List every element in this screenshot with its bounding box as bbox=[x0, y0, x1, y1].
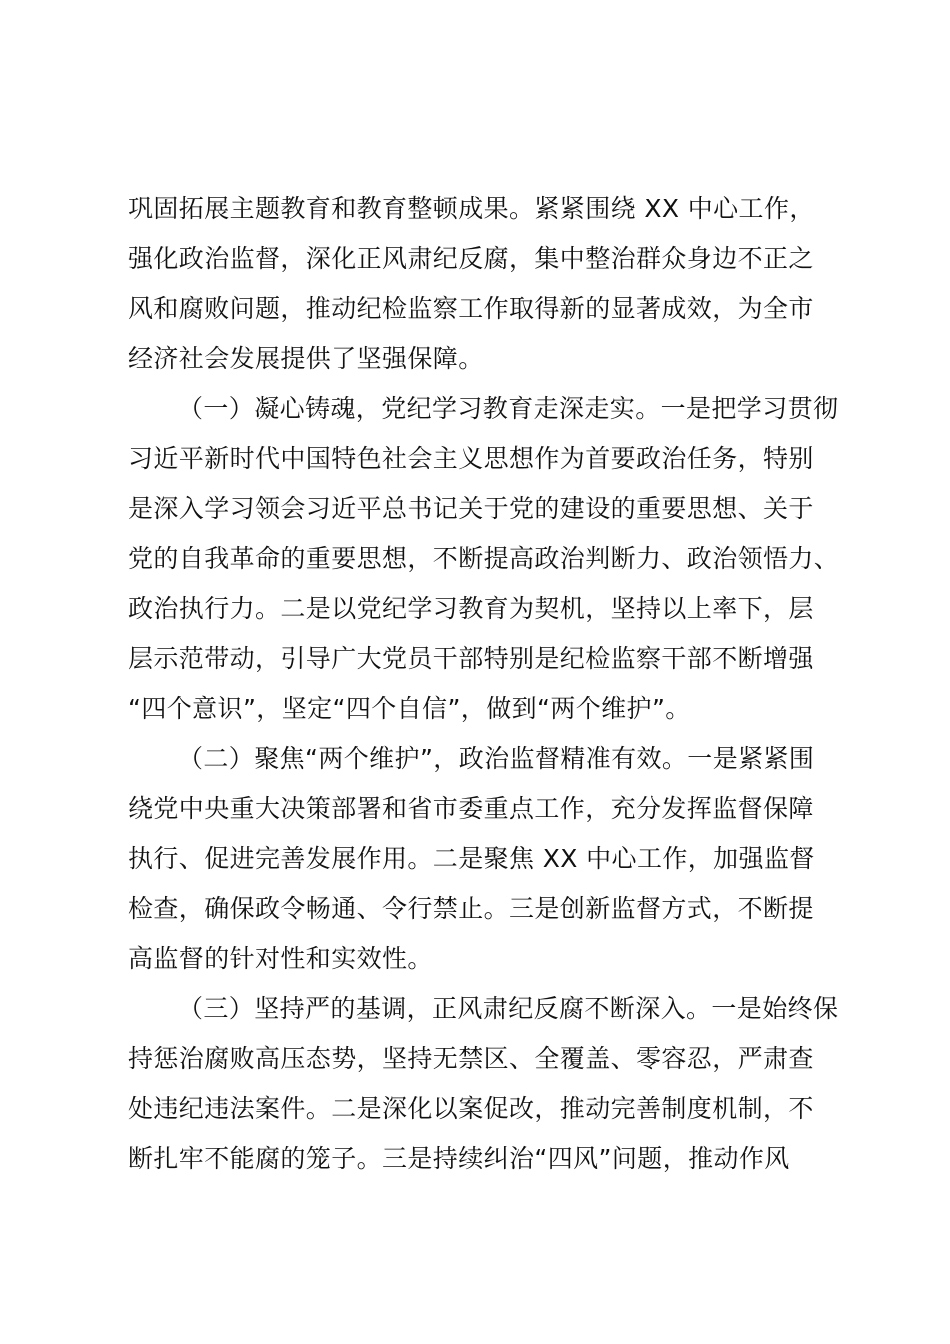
paragraph-line: 高监督的针对性和实效性。 bbox=[128, 944, 433, 973]
document-body bbox=[128, 184, 848, 1184]
paragraph-line: 政治执行力。二是以党纪学习教育为契机，坚持以上率下，层 bbox=[128, 594, 814, 623]
paragraph-line: 党的自我革命的重要思想，不断提高政治判断力、政治领悟力、 bbox=[128, 544, 840, 573]
paragraph-line: 层示范带动，引导广大党员干部特别是纪检监察干部不断增强 bbox=[128, 644, 814, 673]
paragraph-line: 经济社会发展提供了坚强保障。 bbox=[128, 344, 484, 373]
paragraph-line: 检查，确保政令畅通、令行禁止。三是创新监督方式，不断提 bbox=[128, 894, 814, 923]
paragraph-line: 习近平新时代中国特色社会主义思想作为首要政治任务，特别 bbox=[128, 444, 814, 473]
paragraph-line: “四个意识”，坚定“四个自信”，做到“两个维护”。 bbox=[128, 694, 691, 723]
paragraph-line: 断扎牢不能腐的笼子。三是持续纠治“四风”问题，推动作风 bbox=[128, 1144, 790, 1173]
paragraph-line: 强化政治监督，深化正风肃纪反腐，集中整治群众身边不正之 bbox=[128, 244, 814, 273]
paragraph-line: 执行、促进完善发展作用。二是聚焦 XX 中心工作，加强监督 bbox=[128, 844, 815, 873]
paragraph-line: 处违纪违法案件。二是深化以案促改，推动完善制度机制，不 bbox=[128, 1094, 814, 1123]
section-heading-line: （二）聚焦“两个维护”，政治监督精准有效。一是紧紧围 bbox=[178, 744, 815, 773]
paragraph-line: 持惩治腐败高压态势，坚持无禁区、全覆盖、零容忍，严肃查 bbox=[128, 1044, 814, 1073]
section-heading-line: （一）凝心铸魂，党纪学习教育走深走实。一是把学习贯彻 bbox=[178, 394, 839, 423]
paragraph-line: 是深入学习领会习近平总书记关于党的建设的重要思想、关于 bbox=[128, 494, 814, 523]
paragraph-line: 巩固拓展主题教育和教育整顿成果。紧紧围绕 XX 中心工作， bbox=[128, 194, 815, 223]
paragraph-line: 风和腐败问题，推动纪检监察工作取得新的显著成效，为全市 bbox=[128, 294, 814, 323]
section-heading-line: （三）坚持严的基调，正风肃纪反腐不断深入。一是始终保 bbox=[178, 994, 839, 1023]
paragraph-line: 绕党中央重大决策部署和省市委重点工作，充分发挥监督保障 bbox=[128, 794, 814, 823]
